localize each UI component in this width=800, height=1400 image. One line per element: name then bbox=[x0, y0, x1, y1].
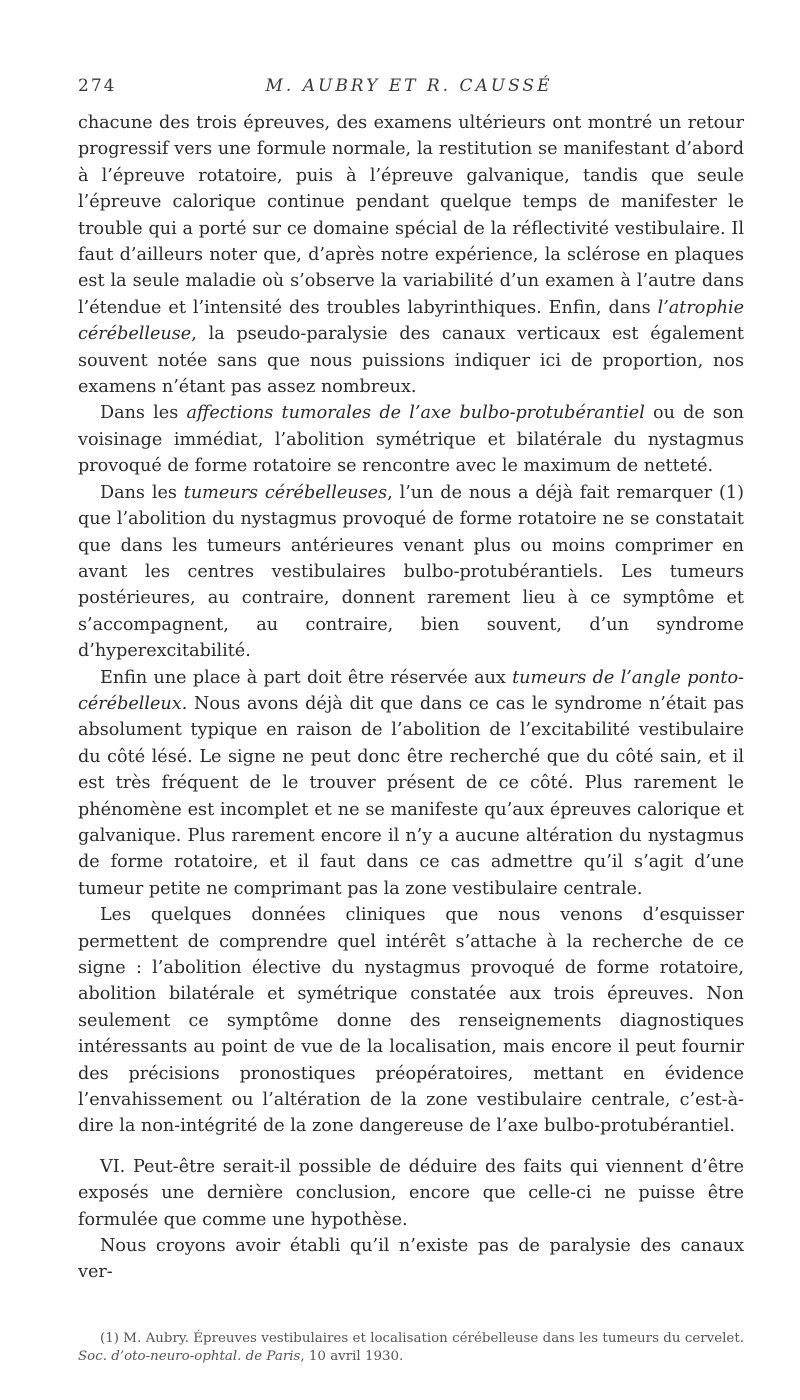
paragraph-4: Enfin une place à part doit être réservée aux tumeurs de l’angle ponto-cérébelleux. Nous avons déjà dit que dans ce cas le syndrome n’était pas absolument typique en raison de l’abolition de l’excitabilité vestibulaire du côté lésé. Le signe ne peut donc être recherché que du côté sain, et il est très fréquent de le trouver présent de ce côté. Plus rarement le phénomène est incomplet et ne se manifeste qu’aux épreuves calorique et galvanique. Plus rarement encore il n’y a aucune altération du nystagmus de forme rotatoire, et il faut dans ce cas admettre qu’il s’agit d’une tumeur petite ne comprimant pas la zone vestibulaire centrale. bbox=[78, 667, 744, 899]
paragraph-7: Nous croyons avoir établi qu’il n’existe pas de paralysie des canaux ver- bbox=[78, 1236, 744, 1283]
body-text bbox=[78, 110, 744, 1286]
emphasis-affections-tumorales: affections tumorales de l’axe bulbo-protubérantiel bbox=[186, 403, 645, 424]
page-number: 274 bbox=[78, 76, 117, 96]
paragraph-1: chacune des trois épreuves, des examens ultérieurs ont montré un retour progressif vers une formule normale, la restitution se manifestant d’abord à l’épreuve rotatoire, puis à l’épreuve galvanique, tandis que seule l’épreuve calorique continue pendant quelque temps de manifester le trouble qui a porté sur ce domaine spécial de la réflectivité vestibulaire. Il faut d’ailleurs noter que, d’après notre expérience, la sclérose en plaques est la seule maladie où s’observe la variabilité d’un examen à l’autre dans l’étendue et l’intensité des troubles labyrinthiques. Enfin, dans l’atrophie cérébelleuse, la pseudo-paralysie des canaux verticaux est également souvent notée sans que nous puissions indiquer ici de proportion, nos examens n’étant pas assez nombreux. bbox=[78, 113, 744, 398]
emphasis-angle-ponto-cerebelleux: tumeurs de l’angle ponto-cérébelleux bbox=[78, 667, 744, 714]
section-vi-paragraph: VI. Peut-être serait-il possible de déduire des faits qui viennent d’être exposés une dernière conclusion, encore que celle-ci ne puisse être formulée que comme une hypothèse. bbox=[78, 1156, 744, 1230]
running-head bbox=[78, 76, 740, 102]
paragraph-5: Les quelques données cliniques que nous venons d’esquisser permettent de comprendre quel intérêt s’attache à la recherche de ce signe : l’abolition élective du nystagmus provoqué de forme rotatoire, abolition bilatérale et symétrique constatée aux trois épreuves. Non seulement ce symptôme donne des renseignements diagnostiques intéressants au point de vue de la localisation, mais encore il peut fournir des précisions pronostiques préopératoires, mettant en évidence l’envahissement ou l’altération de la zone vestibulaire centrale, c’est-à-dire la non-intégrité de la zone dangereuse de l’axe bulbo-protubérantiel. bbox=[78, 905, 744, 1137]
footnote bbox=[78, 1330, 744, 1366]
running-head-authors: M. AUBRY ET R. CAUSSÉ bbox=[265, 76, 553, 96]
paragraph-3: Dans les tumeurs cérébelleuses, l’un de nous a déjà fait remarquer (1) que l’abolition du nystagmus provoqué de forme rotatoire ne se constatait que dans les tumeurs antérieures venant plus ou moins comprimer en avant les centres vestibulaires bulbo-protubérantiels. Les tumeurs postérieures, au contraire, donnent rarement lieu à ce symptôme et s’accompagnent, au contraire, bien souvent, d’un syndrome d’hyperexcitabilité. bbox=[78, 482, 744, 662]
paragraph-2: Dans les affections tumorales de l’axe bulbo-protubérantiel ou de son voisinage immédiat, l’abolition symétrique et bilatérale du nystagmus provoqué de forme rotatoire se rencontre avec le maximum de netteté. bbox=[78, 403, 744, 477]
emphasis-atrophie: l’atrophie cérébelleuse bbox=[78, 297, 744, 345]
emphasis-tumeurs-cerebelleuses: tumeurs cérébelleuses bbox=[183, 482, 388, 503]
footnote-journal: Soc. d’oto-neuro-ophtal. de Paris bbox=[78, 1349, 301, 1364]
footnote-text: (1) M. Aubry. Épreuves vestibulaires et localisation cérébelleuse dans les tumeurs du cervelet. Soc. d’oto-neuro-ophtal. de Paris, 10 avril 1930. bbox=[78, 1331, 744, 1364]
